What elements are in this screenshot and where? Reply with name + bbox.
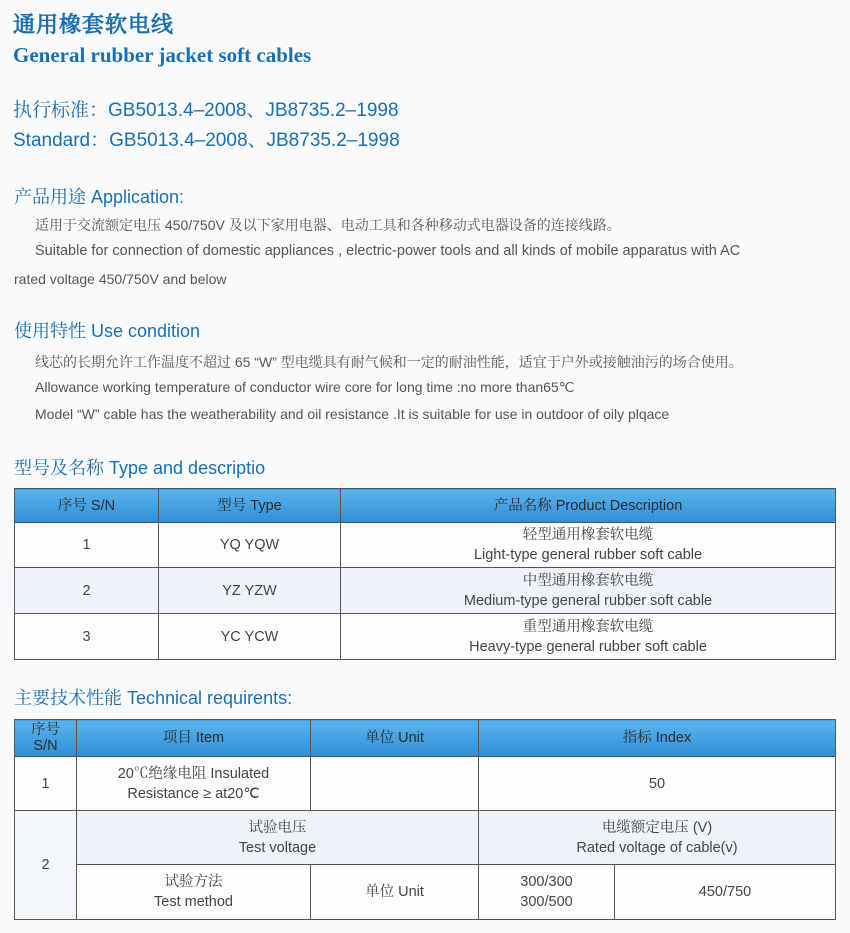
tech-index: 50: [479, 757, 836, 811]
application-text-cn: 适用于交流额定电压 450/750V 及以下家用电器、电动工具和各种移动式电器设备的连接线路。: [35, 217, 621, 233]
rated-voltage-cell: [479, 811, 836, 865]
voltage-value-2: 300/500: [520, 894, 573, 910]
test-voltage-cn: 试验电压: [248, 819, 307, 836]
page-title-cn: 通用橡套软电线: [13, 12, 175, 38]
use-condition-heading: 使用特性 Use condition: [14, 321, 201, 341]
tech-table: [14, 719, 836, 920]
type-table: [14, 488, 836, 660]
page-title-en: General rubber jacket soft cables: [13, 43, 312, 67]
tech-header-sn-cn: 序号: [31, 722, 60, 738]
table-row: [15, 757, 836, 811]
tech-item-line-1: 20℃绝缘电阻 Insulated: [117, 765, 270, 782]
rated-voltage-cn: 电缆额定电压 (V): [601, 819, 713, 836]
tech-table-heading: 主要技术性能 Technical requirents:: [14, 688, 293, 708]
use-condition-text-en-2: Model “W” cable has the weatherability and oil resistance .It is suitable for use in outdoor of oily plqace: [35, 406, 670, 422]
type-table-header-desc: 产品名称 Product Description: [341, 489, 836, 523]
type-sn: 3: [15, 614, 159, 660]
tech-item-line-2: Resistance ≥ at20℃: [127, 785, 260, 802]
type-desc-cn: 轻型通用橡套软电缆: [522, 527, 654, 543]
application-heading: 产品用途 Application:: [14, 187, 185, 207]
table-row: [15, 614, 836, 660]
table-row: [15, 865, 836, 920]
tech-sn: 1: [15, 757, 77, 811]
rated-voltage-en: Rated voltage of cable(v): [576, 839, 738, 856]
standard-cn: 执行标准：GB5013.4–2008、JB8735.2–1998: [13, 100, 399, 121]
type-model: YZ YZW: [159, 568, 341, 614]
standard-en: Standard：GB5013.4–2008、JB8735.2–1998: [13, 130, 400, 151]
tech-header-item: 项目 Item: [77, 720, 311, 757]
table-row: [15, 523, 836, 568]
tech-item: [77, 757, 311, 811]
voltage-value-1: 300/300: [520, 874, 573, 890]
use-condition-text-cn: 线芯的长期允许工作温度不超过 65 “W” 型电缆具有耐气候和一定的耐油性能，适宜于户外或接触油污的场合使用。: [35, 354, 743, 370]
application-text-en-2: rated voltage 450/750V and below: [14, 271, 227, 287]
voltage-values-cell: [479, 865, 615, 920]
type-table-heading: 型号及名称 Type and descriptio: [14, 458, 266, 478]
test-method-cell: [77, 865, 311, 920]
voltage-value-3: 450/750: [615, 865, 836, 920]
test-method-unit: 单位 Unit: [311, 865, 479, 920]
test-method-en: Test method: [154, 894, 233, 910]
tech-header-sn: [15, 720, 77, 757]
tech-unit: [311, 757, 479, 811]
test-voltage-en: Test voltage: [238, 839, 317, 856]
type-table-header-sn: 序号 S/N: [15, 489, 159, 523]
type-desc: [341, 523, 836, 568]
type-desc-cn: 中型通用橡套软电缆: [522, 572, 654, 589]
table-row: [15, 811, 836, 865]
type-model: YQ YQW: [159, 523, 341, 568]
tech-header-sn-en: S/N: [33, 738, 58, 754]
type-desc-en: Medium-type general rubber soft cable: [463, 592, 713, 609]
tech-header-unit: 单位 Unit: [311, 720, 479, 757]
application-text-en-1: Suitable for connection of domestic appliances , electric-power tools and all kinds of mobile apparatus with AC: [35, 243, 741, 259]
table-row: [15, 568, 836, 614]
type-table-header-type: 型号 Type: [159, 489, 341, 523]
type-desc: [341, 568, 836, 614]
type-desc: [341, 614, 836, 660]
tech-header-index: 指标 Index: [479, 720, 836, 757]
type-desc-en: Light-type general rubber soft cable: [473, 547, 703, 563]
use-condition-text-en-1: Allowance working temperature of conductor wire core for long time :no more than65℃: [35, 379, 575, 395]
test-method-cn: 试验方法: [164, 874, 223, 890]
type-desc-en: Heavy-type general rubber soft cable: [469, 638, 707, 655]
type-sn: 1: [15, 523, 159, 568]
type-desc-cn: 重型通用橡套软电缆: [522, 618, 654, 635]
test-voltage-cell: [77, 811, 479, 865]
type-sn: 2: [15, 568, 159, 614]
tech-sn: 2: [15, 811, 77, 920]
type-model: YC YCW: [159, 614, 341, 660]
